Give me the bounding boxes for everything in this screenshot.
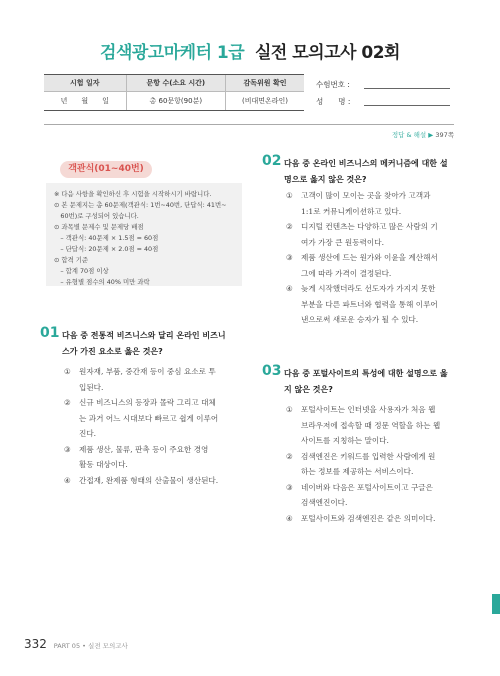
- page-title: [0, 38, 500, 63]
- option-marker: ①: [286, 191, 293, 200]
- examinee-name-label: 성 명 :: [316, 97, 351, 106]
- answer-ref-label: 정답 & 해설: [391, 131, 427, 139]
- question-stem-line: 다음 중 포털사이트의 특성에 대한 설명으로 옳: [284, 369, 448, 378]
- question-01: [40, 325, 250, 508]
- option-text: 네이버와 다음은 포털사이트이고 구글은: [301, 482, 433, 492]
- option-text: 신규 비즈니스의 등장과 몰락 그리고 대체: [79, 398, 216, 407]
- question-number: 01: [40, 325, 60, 341]
- notice-line: ⊙ 합격 기준: [54, 256, 89, 264]
- notice-line: – 단답식: 20문제 × 2.0점 = 40점: [54, 245, 159, 253]
- side-tab-marker: [492, 594, 500, 614]
- question-stem-line: 다음 중 전통적 비즈니스와 달리 온라인 비즈니: [62, 331, 226, 340]
- title-sub: 실전 모의고사 02회: [255, 43, 400, 63]
- option-marker: ②: [286, 222, 293, 231]
- option-marker: ④: [286, 284, 293, 293]
- question-number: 02: [262, 153, 282, 169]
- option-3[interactable]: [286, 250, 438, 281]
- page-number: 332: [24, 637, 47, 651]
- question-stem-line: 명으로 옳지 않은 것은?: [284, 175, 367, 184]
- notice-line: ※ 다음 사항을 확인하신 후 시험을 시작하시기 바랍니다.: [54, 190, 212, 198]
- option-text: 늦게 시작했더라도 선도자가 가지지 못한: [301, 284, 436, 293]
- option-marker: ②: [286, 451, 293, 461]
- examinee-name-line: [364, 105, 450, 106]
- option-text: 브라우저에 접속할 때 정문 역할을 하는 웹: [301, 420, 441, 430]
- option-text: 포털사이트와 검색엔진은 같은 의미이다.: [301, 513, 436, 523]
- option-text: 고객이 많이 모이는 곳을 찾아가 고객과: [301, 191, 431, 200]
- notice-line: – 합계 70점 이상: [54, 267, 109, 275]
- option-text: 활동 대상이다.: [79, 460, 128, 469]
- option-text: 하는 정보를 제공하는 서비스이다.: [301, 467, 414, 476]
- option-marker: ②: [64, 398, 71, 407]
- examinee-number-label: 수험번호 :: [316, 80, 350, 89]
- option-text: 제품 생산, 물류, 판촉 등이 주요한 경영: [79, 444, 209, 454]
- option-marker: ③: [286, 253, 293, 262]
- part-label: PART 05 • 실전 모의고사: [53, 642, 128, 650]
- option-2[interactable]: [286, 219, 438, 250]
- question-stem-line: 스가 가진 요소로 옳은 것은?: [62, 347, 163, 356]
- question-stem: [284, 156, 448, 188]
- option-4[interactable]: [286, 511, 440, 527]
- value-question-count: 총 60문항(90분): [126, 92, 226, 111]
- notice-line: ⊙ 본 문제지는 총 60문제(객관식: 1번~40번, 단답식: 41번~: [54, 201, 227, 209]
- option-2[interactable]: [286, 449, 440, 480]
- option-text: 입된다.: [79, 382, 104, 392]
- option-3[interactable]: [286, 480, 440, 511]
- option-text: 검색엔진은 키워드를 입력한 사람에게 원: [301, 451, 436, 461]
- option-marker: ①: [64, 367, 71, 376]
- notice-line: 60번)로 구성되어 있습니다.: [54, 212, 139, 220]
- option-text: 제품 생산에 드는 원가와 이윤을 계산해서: [301, 253, 438, 262]
- option-text: 진다.: [79, 429, 97, 438]
- option-marker: ④: [64, 475, 71, 485]
- page-footer: [24, 637, 128, 651]
- option-list: [64, 364, 218, 488]
- option-text: 여가 가장 큰 원동력이다.: [301, 237, 385, 247]
- question-02: [262, 153, 472, 346]
- question-stem: [62, 328, 226, 360]
- option-marker: ③: [286, 482, 293, 492]
- option-text: 포털사이트는 인터넷을 사용자가 처음 웹: [301, 405, 436, 414]
- question-stem-line: 지 않은 것은?: [284, 385, 333, 394]
- option-1[interactable]: [64, 364, 218, 395]
- option-4[interactable]: [64, 473, 218, 489]
- header-question-count: 문항 수(소요 시간): [126, 75, 226, 92]
- value-supervisor: (비대면온라인): [226, 92, 304, 111]
- option-text: 원자재, 부품, 중간재 등이 중심 요소로 투: [79, 367, 216, 376]
- option-marker: ③: [64, 444, 71, 454]
- notice-line: ⊙ 과목별 문제수 및 문제당 배점: [54, 223, 144, 231]
- option-list: [286, 402, 440, 526]
- question-03: [262, 363, 472, 536]
- answer-reference: [392, 130, 454, 139]
- notice-line: – 유형별 점수의 40% 미만 과락: [54, 278, 150, 286]
- option-text: 낸으로써 새로운 승자가 될 수 있다.: [301, 315, 419, 324]
- option-text: 1:1로 커뮤니케이션하고 있다.: [301, 206, 402, 216]
- exam-info-table: [44, 74, 304, 111]
- answer-ref-page: 397쪽: [435, 131, 454, 139]
- option-text: 검색엔진이다.: [301, 498, 348, 507]
- option-text: 사이트를 지칭하는 말이다.: [301, 436, 389, 445]
- option-text: 는 과거 어느 시대보다 빠르고 쉽게 이루어: [79, 413, 219, 423]
- examinee-number-field[interactable]: [316, 79, 350, 90]
- notice-line: – 객관식: 40문제 × 1.5점 = 60점: [54, 234, 159, 242]
- question-number: 03: [262, 363, 282, 379]
- option-2[interactable]: [64, 395, 218, 442]
- option-1[interactable]: [286, 402, 440, 449]
- examinee-number-line: [364, 88, 450, 89]
- header-supervisor: 감독위원 확인: [226, 75, 304, 92]
- question-stem: [284, 366, 448, 398]
- examinee-name-field[interactable]: [316, 96, 350, 107]
- option-3[interactable]: [64, 442, 218, 473]
- section-label: 객관식(01~40번): [60, 161, 152, 178]
- option-1[interactable]: [286, 188, 438, 219]
- option-text: 디지털 컨텐츠는 다양하고 많은 사람의 기: [301, 222, 438, 231]
- option-text: 그에 따라 가격이 결정된다.: [301, 268, 392, 278]
- option-list: [286, 188, 438, 328]
- option-marker: ④: [286, 513, 293, 523]
- header-exam-date: 시험 일자: [44, 75, 126, 92]
- option-4[interactable]: [286, 281, 438, 328]
- header-divider: [44, 124, 454, 125]
- option-text: 부분을 다른 파트너와 협력을 통해 이루어: [301, 299, 438, 309]
- option-marker: ①: [286, 405, 293, 414]
- question-stem-line: 다음 중 온라인 비즈니스의 메커니즘에 대한 설: [284, 159, 448, 168]
- value-exam-date: 년 월 일: [44, 92, 126, 111]
- arrow-right-icon: ▶: [428, 131, 434, 139]
- notice-box: [46, 183, 242, 286]
- option-text: 간접재, 완제품 형태의 산출물이 생산된다.: [79, 475, 219, 485]
- title-main: 검색광고마케터 1급: [100, 43, 245, 63]
